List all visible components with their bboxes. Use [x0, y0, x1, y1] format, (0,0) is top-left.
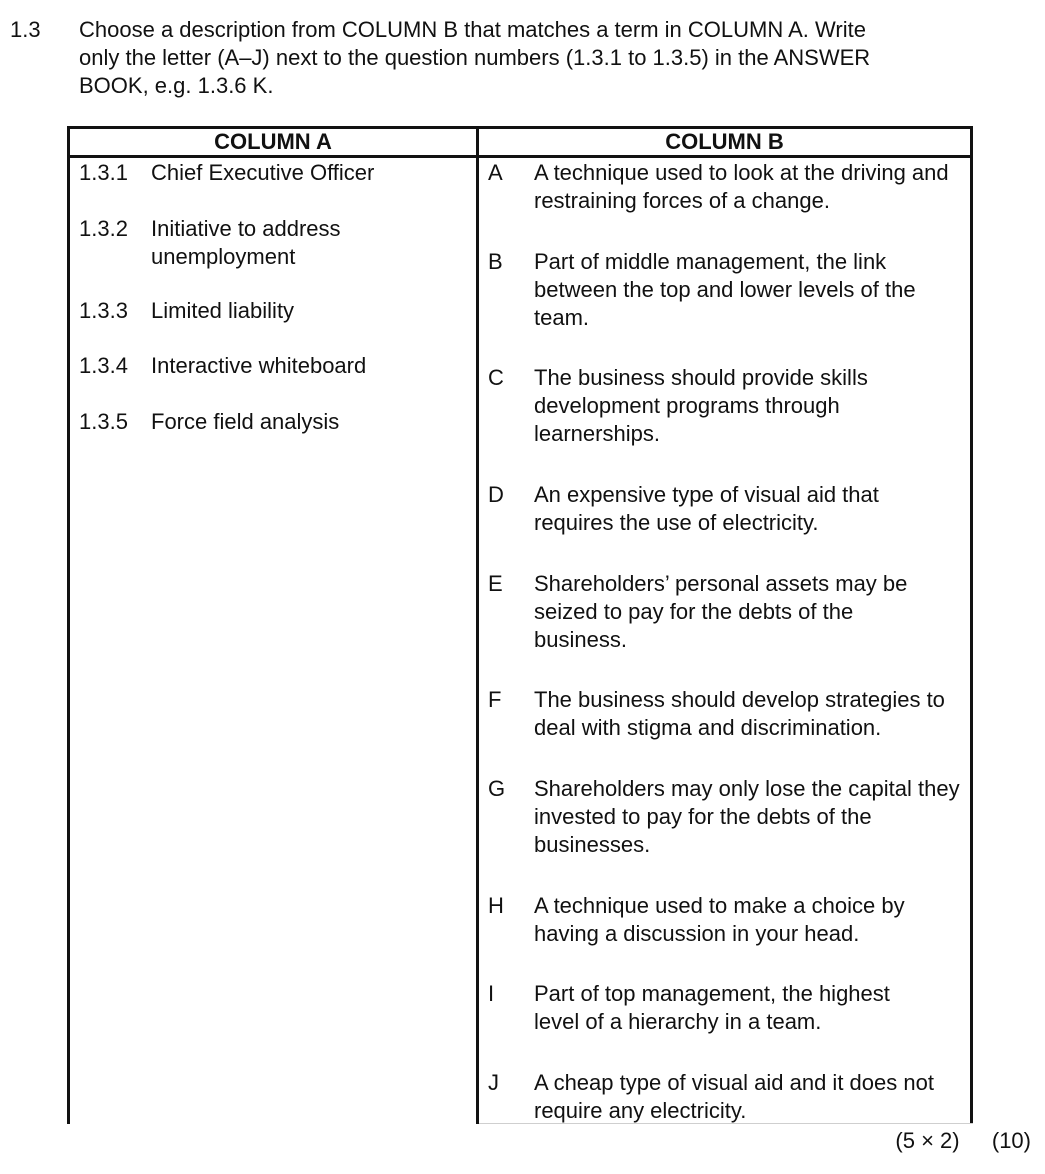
option-description: A cheap type of visual aid and it does not require any electricity.	[534, 1070, 934, 1123]
option-description: A technique used to look at the driving and restraining forces of a change.	[534, 160, 949, 213]
option-description: Shareholders may only lose the capital they invested to pay for the debts of the businesses.	[534, 776, 960, 857]
item-term: Force field analysis	[151, 409, 340, 434]
item-term: Limited liability	[151, 298, 295, 323]
item-number: 1.3.4	[79, 353, 128, 378]
option-letter: E	[488, 571, 503, 596]
question-number: 1.3	[10, 17, 41, 42]
option-letter: G	[488, 776, 506, 801]
option-letter: C	[488, 365, 504, 390]
column-a-header: COLUMN A	[214, 129, 332, 154]
option-letter: A	[488, 160, 503, 185]
item-number: 1.3.3	[79, 298, 128, 323]
mark-allocation	[895, 1127, 1031, 1155]
item-number: 1.3.1	[79, 160, 128, 185]
option-description: Part of top management, the highest level of a hierarchy in a team.	[534, 981, 890, 1034]
mark-multiplier: (5 × 2)	[895, 1128, 960, 1153]
item-number: 1.3.5	[79, 409, 128, 434]
table-column-divider	[476, 126, 479, 1124]
question-instruction: Choose a description from COLUMN B that matches a term in COLUMN A. Write only the letter (A–J) next to the question numbers (1.3.1 to 1.3.5) in the ANSWER BOOK, e.g. 1.3.6 K.	[79, 17, 871, 98]
matching-table	[67, 126, 973, 1124]
table-left-border	[67, 126, 70, 1124]
option-description: An expensive type of visual aid that requires the use of electricity.	[534, 482, 879, 535]
column-b-header: COLUMN B	[665, 129, 784, 154]
option-letter: F	[488, 687, 502, 712]
option-description: Part of middle management, the link between the top and lower levels of the team.	[534, 249, 916, 330]
option-letter: H	[488, 893, 504, 918]
item-number: 1.3.2	[79, 216, 128, 241]
option-description: The business should provide skills development programs through learnerships.	[534, 365, 868, 446]
item-term: Initiative to address unemployment	[151, 216, 341, 269]
option-description: The business should develop strategies to deal with stigma and discrimination.	[534, 687, 945, 740]
option-letter: D	[488, 482, 504, 507]
item-term: Chief Executive Officer	[151, 160, 375, 185]
option-letter: B	[488, 249, 503, 274]
mark-total: (10)	[991, 1128, 1031, 1153]
table-header-divider	[67, 155, 973, 158]
option-letter: I	[488, 981, 495, 1006]
option-description: A technique used to make a choice by having a discussion in your head.	[534, 893, 905, 946]
table-right-border	[970, 126, 973, 1124]
option-description: Shareholders’ personal assets may be seized to pay for the debts of the business.	[534, 571, 908, 652]
item-term: Interactive whiteboard	[151, 353, 367, 378]
option-letter: J	[488, 1070, 499, 1095]
